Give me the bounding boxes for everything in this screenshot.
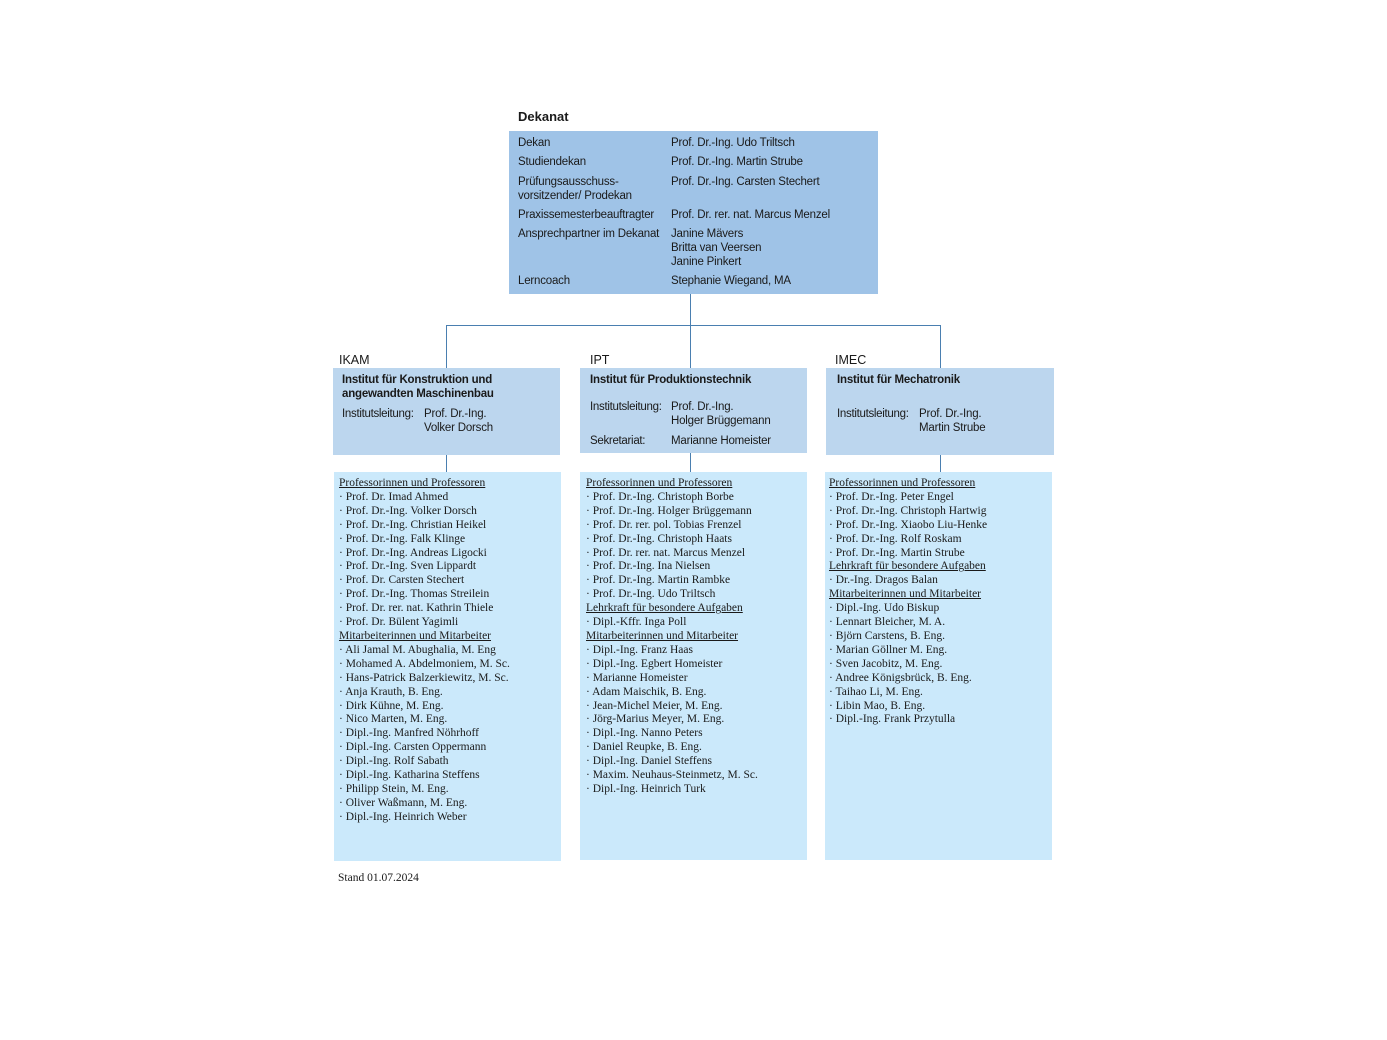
- institute-lead: Prof. Dr.-Ing. Holger Brüggemann: [671, 401, 771, 427]
- section-heading: Professorinnen und Professoren: [586, 477, 733, 489]
- dekanat-role: Dekan: [518, 137, 551, 149]
- list-item: · Prof. Dr.-Ing. Sven Lippardt: [339, 560, 477, 573]
- list-item: · Dipl.-Ing. Katharina Steffens: [339, 769, 480, 782]
- list-item: · Dipl.-Kffr. Inga Poll: [586, 616, 687, 629]
- connector-line: [940, 455, 941, 472]
- connector-line: [446, 325, 447, 368]
- list-item: · Prof. Dr.-Ing. Peter Engel: [829, 490, 954, 503]
- section-heading: Mitarbeiterinnen und Mitarbeiter: [829, 588, 982, 601]
- list-item: · Philipp Stein, M. Eng.: [339, 782, 449, 795]
- list-item: · Taihao Li, M. Eng.: [829, 685, 923, 698]
- list-item: · Dipl.-Ing. Frank Przytulla: [829, 713, 956, 726]
- section-heading: Mitarbeiterinnen und Mitarbeiter: [586, 629, 739, 642]
- sekretariat-name: Marianne Homeister: [671, 435, 771, 447]
- list-item: · Prof. Dr. Carsten Stechert: [339, 574, 465, 587]
- connector-line: [690, 453, 691, 472]
- institute-box-imec: [826, 368, 1054, 455]
- list-item: · Adam Maischik, B. Eng.: [586, 685, 707, 698]
- list-item: · Lennart Bleicher, M. A.: [829, 616, 946, 629]
- list-item: · Ali Jamal M. Abughalia, M. Eng: [339, 643, 496, 656]
- list-item: · Dirk Kühne, M. Eng.: [339, 699, 444, 712]
- list-item: · Jörg-Marius Meyer, M. Eng.: [586, 713, 725, 726]
- dekanat-person: Prof. Dr. rer. nat. Marcus Menzel: [671, 209, 830, 221]
- list-item: · Prof. Dr. rer. nat. Kathrin Thiele: [339, 602, 494, 615]
- list-item: · Prof. Dr.-Ing. Xiaobo Liu-Henke: [829, 518, 988, 531]
- dekanat-person: Prof. Dr.-Ing. Carsten Stechert: [671, 176, 820, 188]
- institute-code: IPT: [590, 353, 610, 367]
- list-item: · Prof. Dr. Bülent Yagimli: [339, 616, 459, 629]
- list-item: · Prof. Dr.-Ing. Thomas Streilein: [339, 588, 490, 601]
- dekanat-role: Lerncoach: [518, 275, 570, 287]
- dekanat-role: Studiendekan: [518, 156, 586, 168]
- section-heading: Professorinnen und Professoren: [339, 477, 486, 489]
- list-item: · Sven Jacobitz, M. Eng.: [829, 657, 943, 670]
- staff-list: [829, 477, 987, 727]
- dekanat-person: Stephanie Wiegand, MA: [671, 275, 791, 287]
- list-item: · Nico Marten, M. Eng.: [339, 713, 448, 726]
- list-item: · Dipl.-Ing. Manfred Nöhrhoff: [339, 727, 479, 740]
- staff-box-ipt: [580, 472, 807, 860]
- list-item: · Prof. Dr.-Ing. Udo Triltsch: [586, 588, 716, 601]
- list-item: · Dipl.-Ing. Udo Biskup: [829, 602, 940, 615]
- list-item: · Prof. Dr.-Ing. Ina Nielsen: [586, 560, 711, 573]
- institute-code: IMEC: [835, 353, 867, 367]
- staff-box-imec: [825, 472, 1052, 860]
- dekanat-box: [509, 131, 878, 294]
- list-item: · Dipl.-Ing. Egbert Homeister: [586, 657, 723, 670]
- list-item: · Dr.-Ing. Dragos Balan: [829, 574, 938, 587]
- connector-line: [940, 325, 941, 368]
- list-item: · Dipl.-Ing. Heinrich Weber: [339, 810, 467, 823]
- list-item: · Andree Königsbrück, B. Eng.: [829, 671, 972, 684]
- staff-list: [586, 477, 758, 797]
- dekanat-title: Dekanat: [518, 109, 569, 124]
- list-item: · Prof. Dr. rer. pol. Tobias Frenzel: [586, 518, 742, 531]
- list-item: · Daniel Reupke, B. Eng.: [586, 741, 702, 754]
- list-item: · Marianne Homeister: [586, 671, 688, 684]
- section-heading: Mitarbeiterinnen und Mitarbeiter: [339, 629, 492, 642]
- list-item: · Marian Göllner M. Eng.: [829, 643, 948, 656]
- list-item: · Hans-Patrick Balzerkiewitz, M. Sc.: [339, 671, 509, 684]
- list-item: · Dipl.-Ing. Nanno Peters: [586, 727, 703, 740]
- list-item: · Prof. Dr.-Ing. Martin Rambke: [586, 574, 731, 587]
- stand-date: Stand 01.07.2024: [338, 872, 419, 884]
- institute-lead-label: Institutsleitung:: [590, 401, 662, 413]
- section-heading: Professorinnen und Professoren: [829, 477, 976, 489]
- list-item: · Prof. Dr.-Ing. Andreas Ligocki: [339, 546, 487, 559]
- list-item: · Prof. Dr.-Ing. Volker Dorsch: [339, 504, 477, 517]
- list-item: · Prof. Dr.-Ing. Rolf Roskam: [829, 532, 962, 545]
- connector-line: [690, 294, 691, 326]
- staff-box-ikam: [334, 472, 561, 861]
- list-item: · Oliver Waßmann, M. Eng.: [339, 796, 468, 809]
- institute-name: Institut für Konstruktion und angewandten Maschinenbau: [342, 374, 494, 400]
- connector-line: [446, 455, 447, 472]
- staff-list: [339, 477, 510, 825]
- list-item: · Anja Krauth, B. Eng.: [339, 685, 443, 698]
- list-item: · Prof. Dr.-Ing. Holger Brüggemann: [586, 504, 752, 517]
- institute-code: IKAM: [339, 353, 370, 367]
- dekanat-role: Ansprechpartner im Dekanat: [518, 228, 660, 240]
- institute-lead-label: Institutsleitung:: [342, 408, 414, 420]
- dekanat-person: Prof. Dr.-Ing. Martin Strube: [671, 156, 803, 168]
- list-item: · Prof. Dr. rer. nat. Marcus Menzel: [586, 546, 746, 559]
- institute-lead: Prof. Dr.-Ing. Martin Strube: [919, 408, 986, 434]
- institute-lead: Prof. Dr.-Ing. Volker Dorsch: [424, 408, 493, 434]
- list-item: · Dipl.-Ing. Rolf Sabath: [339, 755, 449, 768]
- section-heading: Lehrkraft für besondere Aufgaben: [586, 602, 743, 615]
- list-item: · Maxim. Neuhaus-Steinmetz, M. Sc.: [586, 769, 758, 782]
- list-item: · Prof. Dr.-Ing. Christoph Hartwig: [829, 504, 987, 517]
- list-item: · Jean-Michel Meier, M. Eng.: [586, 699, 723, 712]
- list-item: · Prof. Dr.-Ing. Christoph Borbe: [586, 490, 734, 503]
- list-item: · Prof. Dr. Imad Ahmed: [339, 490, 449, 503]
- list-item: · Dipl.-Ing. Carsten Oppermann: [339, 741, 487, 754]
- connector-line: [446, 325, 941, 326]
- list-item: · Prof. Dr.-Ing. Martin Strube: [829, 546, 965, 559]
- list-item: · Dipl.-Ing. Daniel Steffens: [586, 755, 712, 768]
- connector-line: [690, 325, 691, 368]
- institute-name: Institut für Produktionstechnik: [590, 374, 752, 386]
- dekanat-person: Janine Mävers Britta van Veersen Janine Pinkert: [671, 228, 762, 268]
- list-item: · Prof. Dr.-Ing. Christoph Haats: [586, 532, 732, 545]
- dekanat-role: Prüfungsausschuss- vorsitzender/ Prodekan: [518, 176, 632, 202]
- list-item: · Prof. Dr.-Ing. Christian Heikel: [339, 518, 487, 531]
- dekanat-person: Prof. Dr.-Ing. Udo Triltsch: [671, 137, 795, 149]
- dekanat-role: Praxissemesterbeauftragter: [518, 209, 655, 221]
- list-item: · Dipl.-Ing. Heinrich Turk: [586, 782, 706, 795]
- list-item: · Libin Mao, B. Eng.: [829, 699, 926, 712]
- list-item: · Björn Carstens, B. Eng.: [829, 629, 945, 642]
- section-heading: Lehrkraft für besondere Aufgaben: [829, 560, 986, 573]
- institute-box-ikam: [333, 368, 560, 455]
- institute-lead-label: Institutsleitung:: [837, 408, 909, 420]
- institute-name: Institut für Mechatronik: [837, 374, 960, 386]
- list-item: · Mohamed A. Abdelmoniem, M. Sc.: [339, 657, 510, 670]
- list-item: · Dipl.-Ing. Franz Haas: [586, 643, 693, 656]
- institute-box-ipt: [580, 368, 807, 453]
- list-item: · Prof. Dr.-Ing. Falk Klinge: [339, 532, 466, 545]
- sekretariat-label: Sekretariat:: [590, 435, 646, 447]
